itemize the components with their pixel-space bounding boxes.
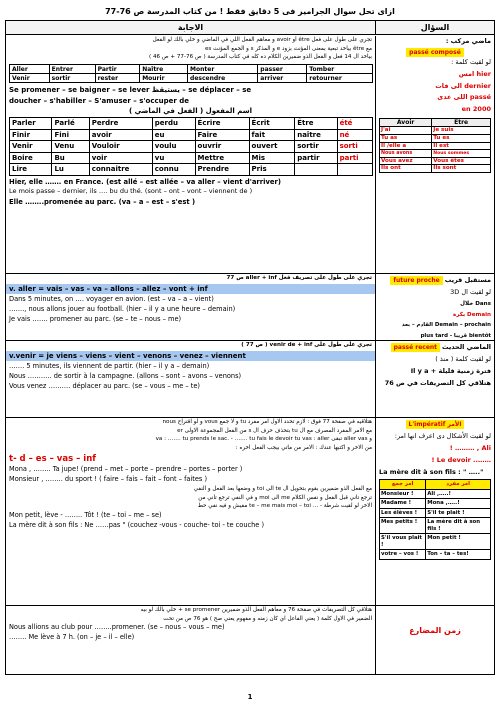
imperative-table <box>379 479 491 559</box>
rule-text: و aller vas تبقى va : ……. tu prends le sac. - ……. tu fais le devoir tu vas : aller <box>155 436 372 443</box>
table-row <box>380 165 491 173</box>
exercise-line: Le mois passe – dernier, ils …. bu du thé. (sont – ont – vont – viennent de ) <box>9 186 253 195</box>
section-heading: الماضي الحديث <box>441 343 491 351</box>
keyword: Dans خلال <box>460 300 491 307</box>
table-cell: Monter <box>188 65 258 74</box>
exercise-line: Vous venez ………. déplacer au parc. (se – vous – me – te) <box>9 381 200 390</box>
tense-tag: L'impératif الأمر <box>406 420 465 429</box>
hint-example: Ali , ……… ! <box>449 443 491 452</box>
table-cell: Boire <box>10 152 52 164</box>
table-row <box>10 141 373 153</box>
table-cell: Mona ,…..! <box>426 499 491 508</box>
past-participle-table <box>9 117 373 176</box>
table-header: Avoir <box>380 118 432 126</box>
exercise-line: Elle ……..promenée au parc. (va – a – est – s'est ) <box>9 197 196 206</box>
rule-text: مع الامر المفرد المصرف مع ال tu بتحذف حرف ال s من الفعل المجموعة الاولى er <box>177 427 372 434</box>
table-row <box>380 508 491 517</box>
imperative-endings: t- d – es – vas – inf <box>9 453 96 464</box>
venir-conjugation: v.venir = je viens – viens – vient – venons – venez – viennent <box>6 351 375 361</box>
table-cell: Bu <box>52 152 89 164</box>
table-cell: partir <box>295 152 337 164</box>
table-cell: Ton – ta – tes! <box>426 550 491 559</box>
table-cell: Partir <box>95 65 140 74</box>
table-cell: Ils sont <box>432 165 491 173</box>
table-cell: avoir <box>89 129 152 141</box>
table-cell: connaitre <box>89 164 152 176</box>
rule-text: هتلاقي كل التصريفات في صفحة 76 و معاهم الفعل الذو ضميرين se promener + خلي بالك لو بيه <box>140 607 372 613</box>
table-cell: Perdre <box>89 118 152 130</box>
table-header: امر مفرد <box>426 480 491 489</box>
futur-proche-question <box>376 274 494 341</box>
tense-tag: passé recent <box>391 343 440 352</box>
table-row <box>380 499 491 508</box>
table-cell: Vous avez <box>380 157 432 165</box>
table-cell: Vous êtes <box>432 157 491 165</box>
table-cell: Tu es <box>432 134 491 142</box>
keyword: Demain – prochain القادم – بعد <box>401 322 491 329</box>
passe-compose-question <box>376 36 494 274</box>
section-heading: زمن المضارع <box>409 626 461 635</box>
table-cell: voir <box>89 152 152 164</box>
present-answer <box>6 606 375 674</box>
table-cell: Venir <box>10 141 52 153</box>
passe-recent-question <box>376 341 494 418</box>
hint-text: لو لقيت كلمة ( منذ ) <box>435 355 491 364</box>
table-cell: Entrer <box>49 65 95 74</box>
keyword: bientôt قريبا - plus tard <box>420 332 491 339</box>
hint-text: لو لقيت ال 3D <box>450 288 491 297</box>
rule-text: مع être بياخد تبعية بمعنى المؤنث بزود e و المذكر s و الجمع المؤنث es <box>204 45 372 52</box>
keyword: هتلاقي كل التصريفات في ص 76 <box>384 378 491 387</box>
table-cell: Je suis <box>432 127 491 135</box>
passe-compose-answer <box>6 36 375 274</box>
table-cell: Être <box>295 118 337 130</box>
table-cell <box>295 164 337 176</box>
section-heading: مستقبل قريب <box>444 276 491 284</box>
table-row <box>380 150 491 158</box>
table-cell: été <box>337 118 372 130</box>
table-cell: retourner <box>307 74 373 83</box>
section-heading: ماضي مركب : <box>445 37 491 45</box>
column-header <box>6 21 494 35</box>
table-cell: passer <box>258 65 307 74</box>
hint-example: …….. Le devoir ! <box>431 455 491 464</box>
table-cell: ouvrir <box>195 141 249 153</box>
rule-text: من الاخر و اكتبها عندك : الامر من ماتي بيجب الفعل اخره : <box>235 445 372 452</box>
table-cell: La mère dit à son fils ! <box>426 518 491 534</box>
rule-text: تجري على طول على تصريف فعل aller + inf ص 77 <box>226 275 372 281</box>
question-column <box>376 36 494 674</box>
pronominal-verbs: Se promener – se baigner – se lever يستيقظ – se déplacer – se <box>9 86 252 95</box>
hint-example: La mère dit à son fils : " ….." <box>379 467 484 476</box>
rule-text: هتلاقيه في صفحة 77 فوق : لازم تحدد الاول امر مفرد tu و لا جمع vous و لو اقتراح nous <box>162 419 372 425</box>
table-cell: S'il te plait ! <box>426 508 491 517</box>
table-cell: Il /elle a <box>380 142 432 150</box>
table-cell: Prendre <box>195 164 249 176</box>
hint-text: لو لقيت الأشكال دى اعرف انها امر: <box>394 432 491 441</box>
exercise-line: Nous ……….. de sortir à la campagne. (allons – sont – avons – venons) <box>9 372 242 380</box>
answer-header: الاجابة <box>6 21 376 34</box>
table-cell: Fini <box>52 129 89 141</box>
table-row <box>380 518 491 534</box>
table-cell: parti <box>337 152 372 164</box>
keyword: Demain بكرة <box>452 311 491 318</box>
answer-column <box>6 36 376 674</box>
table-row <box>380 127 491 135</box>
rule-text: الاخر لو لقيت شرطة - … te – me mais moi – toi مفيش و فيه نفي حط <box>197 503 372 510</box>
table-cell: Mon petit ! <box>426 534 491 550</box>
imperatif-answer <box>6 418 375 606</box>
exercise-line: …….. Me lève à 7 h. (on – je – il – elle) <box>9 633 135 642</box>
table-cell: Écrire <box>195 118 249 130</box>
table-header: Être <box>432 118 491 126</box>
exercise-line: Nous allions au club pour ……..promener. (se – nous – vous – me) <box>9 623 225 632</box>
table-cell: Nous sommes <box>432 150 491 158</box>
table-cell: Mes petits ! <box>380 518 426 534</box>
table-cell: né <box>337 129 372 141</box>
rule-text: تجري على طول على فعل être أو avoir و معاهم الفعل اللي في الماضي و خلي بالك لو الفعل <box>152 37 372 43</box>
table-cell: Lu <box>52 164 89 176</box>
table-cell: Écrit <box>249 118 295 130</box>
table-cell: Parlé <box>52 118 89 130</box>
table-row <box>10 129 373 141</box>
auxiliary-table <box>379 118 491 173</box>
table-cell: arriver <box>258 74 307 83</box>
table-cell: vu <box>152 152 195 164</box>
table-cell: Vouloir <box>89 141 152 153</box>
exercise-line: Monsieur , …….. du sport ! ( faire – fais – fait – font – faites ) <box>9 474 208 483</box>
rule-text: ترجع تاني قبل الفعل و نفس الكلام me الى moi و في النفي ترجع تاني من <box>198 494 372 501</box>
etre-verbs-table <box>9 64 373 83</box>
table-cell: Mettre <box>195 152 249 164</box>
exercise-line: Dans 5 minutes, on …. voyager en avion. (est – va – a – vient) <box>9 295 214 304</box>
table-cell: Naître <box>140 65 188 74</box>
table-cell: Faire <box>195 129 249 141</box>
exercise-line: Mona , …….. Ta jupe! (prend – met – porte – prendre – portes – porter ) <box>9 465 243 473</box>
table-cell: S'il vous plait ! <box>380 534 426 550</box>
table-row <box>380 157 491 165</box>
exercise-line: Mon petit, lève - …….. Tôt ! (te – toi – me – se) <box>9 510 162 519</box>
table-cell: naître <box>295 129 337 141</box>
table-cell: rester <box>95 74 140 83</box>
tense-tag: passé composé <box>406 48 464 57</box>
table-cell: Nous avons <box>380 150 432 158</box>
page-number: 1 <box>247 692 253 701</box>
keyword: en 2000 <box>461 105 491 114</box>
table-row <box>380 534 491 550</box>
table-cell: Parler <box>10 118 52 130</box>
pronominal-verbs: doucher – s'habiller – S'amuser – s'occuper de <box>9 96 190 105</box>
table-cell: Venir <box>10 74 50 83</box>
imperatif-question <box>376 418 494 606</box>
table-cell: J'ai <box>380 127 432 135</box>
table-cell: Finir <box>10 129 52 141</box>
table-cell: Aller <box>10 65 50 74</box>
rule-text: الضمير في الاول كلمة ( يعني الفاعل اي كان زمنه و مفهوم يعني صح ) هو 76 ص من تحت <box>163 615 372 622</box>
past-participle-title: اسم المفعول ( الفعل في الماضي ) <box>128 106 253 115</box>
table-cell: Mis <box>249 152 295 164</box>
table-cell: Tomber <box>307 65 373 74</box>
table-cell: descendre <box>188 74 258 83</box>
table-cell: perdu <box>152 118 195 130</box>
table-row <box>10 164 373 176</box>
table-cell <box>337 164 372 176</box>
table-header: امر جمع <box>380 480 426 489</box>
worksheet-page <box>5 4 495 707</box>
table-cell: Monsieur ! <box>380 489 426 498</box>
exercise-line: Hier, elle ……. en France. (est allé – est allée – va aller – vient d'arriver) <box>9 177 281 186</box>
table-row <box>380 142 491 150</box>
table-cell: sorti <box>337 141 372 153</box>
table-cell: connu <box>152 164 195 176</box>
table-cell: Ali ,…..! <box>426 489 491 498</box>
table-cell: Il est <box>432 142 491 150</box>
table-header-row <box>380 118 491 126</box>
table-cell: votre – vos ! <box>380 550 426 559</box>
table-cell: Madame ! <box>380 499 426 508</box>
table-row <box>380 550 491 559</box>
table-cell: Pris <box>249 164 295 176</box>
futur-proche-answer <box>6 274 375 341</box>
exercise-line: ……. 5 minutes, ils viennent de partir. (hier – il y a – demain) <box>9 362 210 371</box>
table-header-row <box>380 480 491 489</box>
keyword: passé اللى عدى <box>437 93 491 102</box>
table-row <box>10 65 373 74</box>
page-title: ازاى تحل سوال الجرامير فى 5 دقايق فقط ! من كتاب المدرسة ص 76-77 <box>105 7 395 16</box>
table-cell: Tu as <box>380 134 432 142</box>
table-cell: eu <box>152 129 195 141</box>
exercise-line: La mère dit à son fils : Ne ……pas " (couchez -vous - couche- toi - te couche ) <box>9 520 265 529</box>
table-cell: Lire <box>10 164 52 176</box>
passe-recent-answer <box>6 341 375 418</box>
aller-conjugation: v. aller = vais – vas – va – allons – allez – vont + inf <box>6 284 375 294</box>
hint-text: لو لقيت كلمة : <box>451 57 491 66</box>
worksheet-grid <box>5 20 495 675</box>
table-cell: fait <box>249 129 295 141</box>
rule-text: تجري على طول على venir de + inf ( ص 77 ) <box>241 342 372 348</box>
table-cell: Les élèves ! <box>380 508 426 517</box>
table-row <box>380 134 491 142</box>
exercise-line: ……., nous allons jouer au football. (hier – il y a une heure – demain) <box>9 305 236 313</box>
table-row <box>10 118 373 130</box>
table-row <box>10 74 373 83</box>
exercise-line: Je vais ……. promener au parc. (se – te – nous – me) <box>9 314 182 323</box>
keyword: dernier الى فات <box>435 81 491 90</box>
table-row <box>380 489 491 498</box>
table-cell: sortir <box>49 74 95 83</box>
table-cell: Mourir <box>140 74 188 83</box>
question-header: السؤال <box>420 23 450 32</box>
keyword: فترة زمنية قليلة + Il y a <box>410 366 491 375</box>
table-cell: Ils ont <box>380 165 432 173</box>
keyword: hier امس <box>458 69 491 78</box>
tense-tag: future proche <box>390 276 442 285</box>
table-cell: voulu <box>152 141 195 153</box>
rule-text: مع الفعل الذو ضميرين بقوم بتحويل ال te الى toi و وضعها بعد الفعل و النفي <box>193 485 372 492</box>
table-row <box>10 152 373 164</box>
table-cell: ouvert <box>249 141 295 153</box>
table-cell: sortir <box>295 141 337 153</box>
table-cell: Venu <box>52 141 89 153</box>
rule-text: بياخد ال 14 فعل و الفعل الذو ضميرين الكلام ده كله في كتاب المدرسة ( ص 76-77 + ص 46 ) <box>148 54 372 61</box>
present-question <box>376 606 494 674</box>
